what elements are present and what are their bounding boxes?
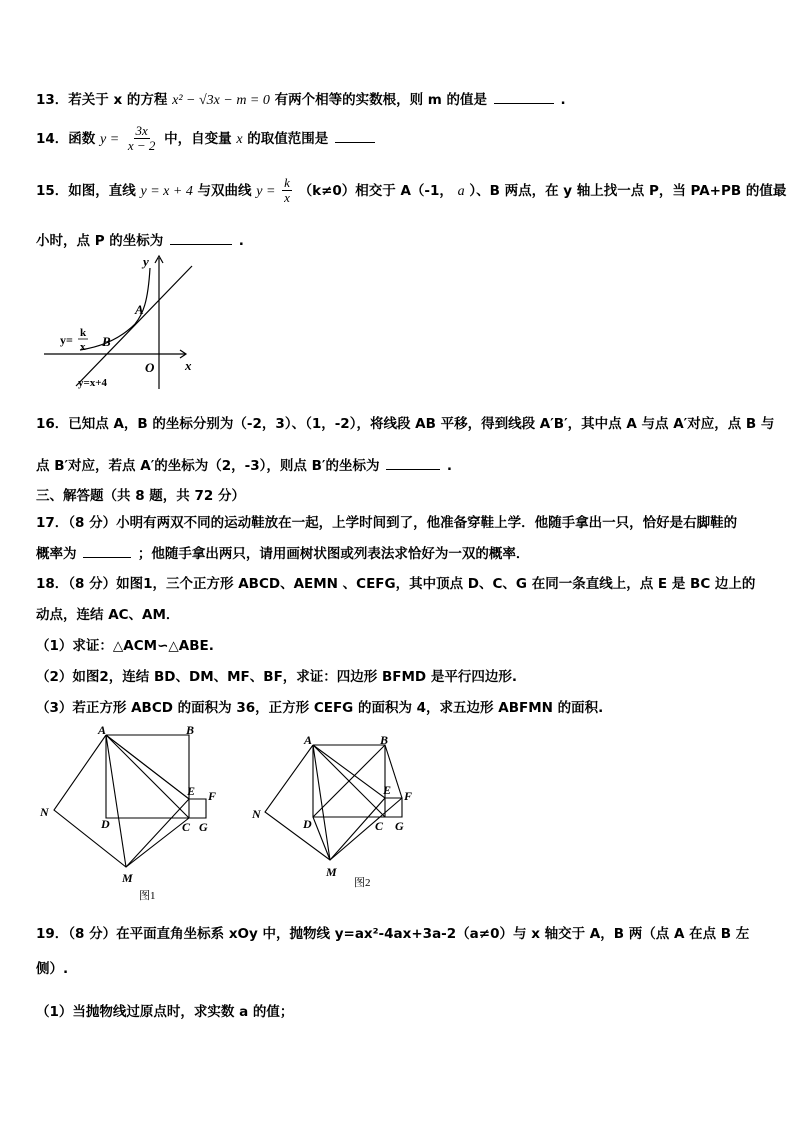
- q15-answer-blank[interactable]: [170, 244, 232, 245]
- question-18-part2: （2）如图2，连结 BD、DM、MF、BF，求证：四边形 BFMD 是平行四边形.: [36, 669, 517, 685]
- q13-answer-blank[interactable]: [494, 103, 554, 104]
- q13-end: .: [560, 92, 566, 108]
- q15-cond: （k≠0）相交于 A（-1，: [298, 182, 453, 199]
- segment-ae: [106, 735, 189, 799]
- segment-mf: [330, 798, 402, 860]
- x-label: x: [185, 358, 192, 373]
- segment-am: [106, 735, 126, 867]
- q17-line1: 17．（8 分）小明有两双不同的运动鞋放在一起，上学时间到了，他准备穿鞋上学．他随手拿出一只，恰好是右脚鞋的: [36, 515, 738, 531]
- label-b: B: [380, 733, 389, 747]
- q13-prefix: 13．若关于 x 的方程: [36, 92, 168, 108]
- question-16-line2: [36, 454, 452, 474]
- hyperbola-label-x: x: [80, 341, 86, 353]
- question-13: [36, 88, 566, 109]
- q14-denominator: x − 2: [127, 138, 156, 154]
- q17-line2a: 概率为: [36, 546, 77, 562]
- q18-figure-1: [36, 722, 236, 902]
- segment-mc: [126, 818, 189, 867]
- q15-hyp-lhs: y =: [256, 183, 276, 199]
- label-f: F: [208, 789, 217, 803]
- label-e: E: [383, 783, 392, 797]
- question-19-line2: 侧）.: [36, 961, 69, 977]
- y-label: y: [143, 254, 149, 269]
- label-g: G: [199, 820, 208, 834]
- q14-var: x: [236, 131, 243, 147]
- point-a-label: A: [135, 302, 144, 317]
- q15-prefix: 15．如图，直线: [36, 182, 136, 199]
- question-15-line1: [36, 176, 786, 206]
- q15-figure: [40, 252, 205, 392]
- line-graph: [76, 266, 192, 386]
- label-g: G: [395, 819, 404, 833]
- question-17-line2: [36, 542, 529, 562]
- label-d: D: [101, 817, 110, 831]
- hyperbola-label: y=: [60, 333, 73, 347]
- figure-2-caption: 图2: [354, 877, 371, 889]
- question-18-part3: （3）若正方形 ABCD 的面积为 36，正方形 CEFG 的面积为 4，求五边形 ABFMN 的面积.: [36, 700, 604, 716]
- q13-suffix: 有两个相等的实数根，则 m 的值是: [274, 92, 488, 108]
- q14-mid: 中，自变量: [164, 130, 232, 147]
- label-n: N: [40, 805, 49, 819]
- square-cefg: [189, 799, 206, 818]
- label-m: M: [122, 871, 133, 885]
- q16-line2: 点 B′对应，若点 A′的坐标为（2，-3），则点 B′的坐标为: [36, 458, 380, 474]
- q15-line-eq: y = x + 4: [140, 183, 193, 199]
- question-19-part1: （1）当抛物线过原点时，求实数 a 的值；: [36, 1004, 294, 1020]
- label-a: A: [98, 723, 107, 737]
- line-label: y=x+4: [78, 377, 108, 389]
- origin-label: O: [145, 360, 155, 375]
- q18-figure-2: [248, 730, 428, 895]
- q15-a: a: [457, 183, 465, 199]
- segment-ac: [106, 735, 189, 818]
- question-14: [36, 124, 377, 154]
- hyperbola-label-k: k: [80, 327, 87, 339]
- q14-suffix: 的取值范围是: [247, 130, 329, 147]
- question-15-line2: [36, 229, 244, 249]
- q14-fraction: [126, 124, 158, 154]
- q17-line2b: ；他随手拿出两只，请用画树状图或列表法求恰好为一双的概率．: [137, 546, 530, 562]
- label-n: N: [252, 807, 261, 821]
- question-17-line1: [36, 511, 737, 531]
- q15-line2: 小时，点 P 的坐标为: [36, 233, 164, 249]
- q14-lhs: y =: [100, 131, 120, 147]
- label-d: D: [303, 817, 312, 831]
- label-c: C: [182, 820, 191, 834]
- q14-numerator: 3x: [135, 123, 148, 138]
- point-b-label: B: [102, 334, 111, 349]
- question-18-part1: （1）求证：△ACM∽△ABE.: [36, 638, 214, 654]
- label-e: E: [187, 784, 196, 798]
- label-b: B: [186, 723, 195, 737]
- q15-rest: ）、B 两点，在 y 轴上找一点 P，当 PA+PB 的值最: [469, 182, 787, 199]
- question-18-line2: 动点，连结 AC、AM．: [36, 607, 180, 623]
- q15-fraction: [282, 176, 292, 206]
- question-16-line1: [36, 412, 774, 432]
- q15-mid: 与双曲线: [197, 182, 252, 199]
- q16-answer-blank[interactable]: [386, 469, 440, 470]
- label-c: C: [375, 819, 384, 833]
- q15-hyp-den: x: [284, 190, 290, 206]
- section-heading: 三、解答题（共 8 题，共 72 分）: [36, 488, 245, 504]
- q16-end: .: [446, 458, 452, 474]
- label-f: F: [404, 789, 413, 803]
- label-m: M: [326, 865, 337, 879]
- label-a: A: [304, 733, 313, 747]
- q15-end: .: [238, 233, 244, 249]
- q17-answer-blank[interactable]: [83, 557, 131, 558]
- q14-prefix: 14．函数: [36, 130, 96, 147]
- q14-answer-blank[interactable]: [335, 142, 375, 143]
- question-18-line1: 18．（8 分）如图1，三个正方形 ABCD、AEMN 、CEFG，其中顶点 D、C、G 在同一条直线上，点 E 是 BC 边上的: [36, 576, 756, 592]
- square-aemn: [54, 735, 189, 867]
- question-19-line1: 19．（8 分）在平面直角坐标系 xOy 中，抛物线 y=ax²-4ax+3a-2（a≠0）与 x 轴交于 A，B 两（点 A 在点 B 左: [36, 926, 750, 942]
- figure-1-caption: 图1: [139, 890, 156, 902]
- q16-line1: 16．已知点 A，B 的坐标分别为（-2，3）、（1，-2），将线段 AB 平移，得到线段 A′B′，其中点 A 与点 A′对应，点 B 与: [36, 416, 775, 432]
- q13-equation: x² − √3x − m = 0: [172, 93, 270, 108]
- q15-hyp-num: k: [284, 175, 290, 190]
